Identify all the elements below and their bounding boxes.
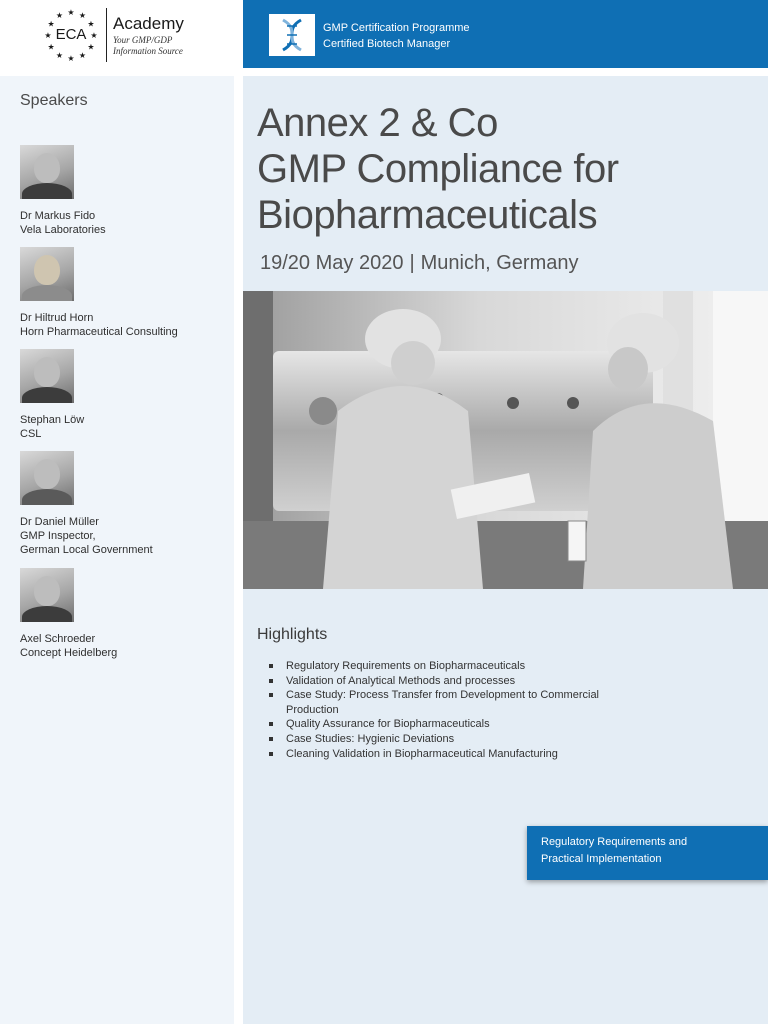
logo-mark: ECA bbox=[55, 25, 87, 43]
speaker-name: Axel Schroeder bbox=[20, 633, 96, 645]
eca-logo[interactable] bbox=[0, 0, 234, 68]
speaker-card bbox=[20, 349, 230, 441]
star-icon: ★ bbox=[47, 19, 55, 29]
speaker-photo bbox=[20, 145, 74, 199]
highlights-title: Highlights bbox=[257, 626, 328, 643]
certificate-label: Certified Biotech Manager bbox=[323, 38, 451, 50]
speaker-photo bbox=[20, 247, 74, 301]
speakers-panel bbox=[0, 76, 234, 1024]
callout-line: Regulatory Requirements and bbox=[541, 836, 688, 848]
star-icon: ★ bbox=[55, 11, 64, 21]
event-location: Munich, Germany bbox=[420, 252, 579, 274]
speaker-org: Concept Heidelberg bbox=[20, 647, 118, 659]
cleanroom-illustration bbox=[243, 291, 768, 589]
speaker-photo bbox=[20, 451, 74, 505]
title-line: Annex 2 & Co bbox=[257, 101, 498, 145]
star-icon: ★ bbox=[44, 31, 52, 40]
speaker-card bbox=[20, 451, 230, 557]
title-line: Biopharmaceuticals bbox=[257, 193, 598, 237]
event-date-location bbox=[260, 252, 578, 275]
speaker-org: Vela Laboratories bbox=[20, 224, 106, 236]
star-icon: ★ bbox=[78, 50, 87, 60]
speaker-photo bbox=[20, 568, 74, 622]
list-item: Regulatory Requirements on Biopharmaceuticals bbox=[269, 659, 609, 674]
speaker-card bbox=[20, 568, 230, 660]
separator: | bbox=[409, 252, 415, 274]
list-item: Case Study: Process Transfer from Development to Commercial Production bbox=[269, 688, 609, 717]
dna-helix-icon bbox=[277, 18, 307, 52]
star-icon: ★ bbox=[67, 54, 75, 63]
page-title bbox=[257, 100, 619, 238]
speaker-org: GMP Inspector, bbox=[20, 530, 96, 542]
cleanroom-photo bbox=[243, 291, 768, 589]
list-item: Case Studies: Hygienic Deviations bbox=[269, 732, 609, 747]
star-icon: ★ bbox=[87, 42, 95, 52]
highlights-list bbox=[269, 659, 609, 761]
logo-tagline-2: Information Source bbox=[113, 46, 183, 56]
callout-line: Practical Implementation bbox=[541, 853, 662, 865]
speaker-org: German Local Government bbox=[20, 544, 153, 556]
main-panel bbox=[243, 76, 768, 1024]
star-icon: ★ bbox=[90, 31, 98, 40]
event-date: 19/20 May 2020 bbox=[260, 252, 404, 274]
callout-box bbox=[527, 826, 768, 880]
speaker-name: Dr Hiltrud Horn bbox=[20, 312, 94, 324]
dna-icon bbox=[269, 14, 315, 56]
list-item: Validation of Analytical Methods and processes bbox=[269, 674, 609, 689]
speaker-name: Dr Markus Fido bbox=[20, 210, 96, 222]
list-item: Quality Assurance for Biopharmaceuticals bbox=[269, 717, 609, 732]
speaker-name: Dr Daniel Müller bbox=[20, 516, 99, 528]
logo-tagline-1: Your GMP/GDP bbox=[113, 35, 173, 45]
eu-stars-icon bbox=[38, 8, 104, 64]
programme-label: GMP Certification Programme bbox=[323, 22, 470, 34]
speaker-card bbox=[20, 145, 230, 237]
star-icon: ★ bbox=[55, 50, 64, 60]
star-icon: ★ bbox=[87, 19, 95, 29]
logo-academy: Academy bbox=[113, 14, 184, 33]
header-bar bbox=[243, 0, 768, 68]
title-line: GMP Compliance for bbox=[257, 147, 619, 191]
speaker-name: Stephan Löw bbox=[20, 414, 85, 426]
speaker-org: Horn Pharmaceutical Consulting bbox=[20, 326, 178, 338]
speaker-photo bbox=[20, 349, 74, 403]
star-icon: ★ bbox=[47, 42, 55, 52]
speakers-title: Speakers bbox=[20, 92, 88, 109]
speaker-card bbox=[20, 247, 230, 339]
logo-divider bbox=[106, 8, 107, 62]
speaker-org: CSL bbox=[20, 428, 42, 440]
logo-tagline bbox=[113, 35, 223, 57]
star-icon: ★ bbox=[67, 8, 75, 17]
list-item: Cleaning Validation in Biopharmaceutical Manufacturing bbox=[269, 747, 609, 762]
star-icon: ★ bbox=[78, 11, 87, 21]
left-column bbox=[0, 0, 234, 1024]
